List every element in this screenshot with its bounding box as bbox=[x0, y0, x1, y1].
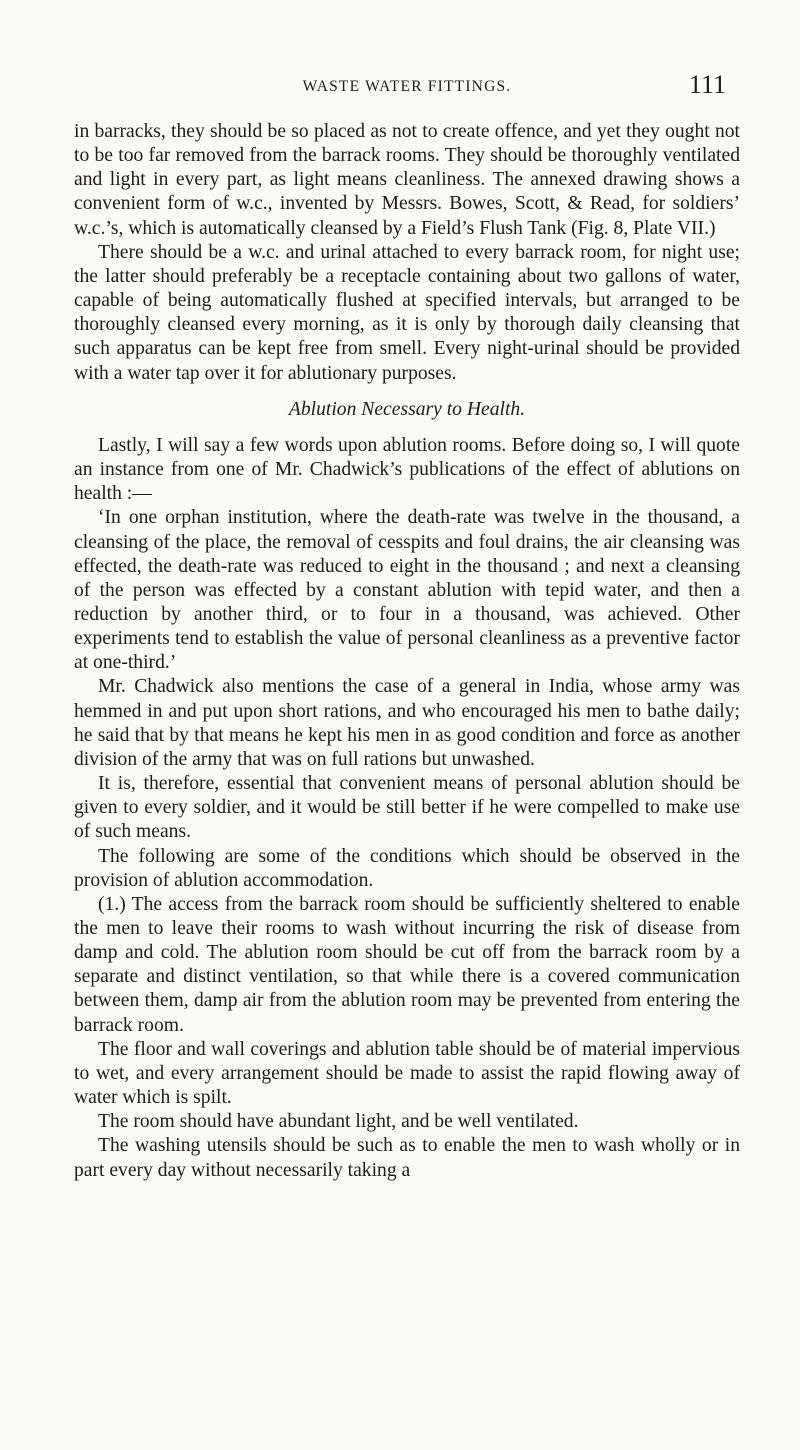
paragraph: (1.) The access from the barrack room should be sufficiently sheltered to enable the men to leave their rooms to wash without incurring the risk of disease from damp and cold. The ablution room should be cut off from the barrack room by a separate and distinct ventilation, so that while there is a covered communication between them, damp air from the ablution room may be prevented from entering the barrack room. bbox=[74, 893, 740, 1036]
paragraph: Mr. Chadwick also mentions the case of a general in India, whose army was hemmed in and put upon short rations, and who encouraged his men to bathe daily; he said that by that means he kept his men in as good condition and force as another division of the army that was on full rations but unwashed. bbox=[74, 676, 740, 770]
running-head: WASTE WATER FITTINGS. bbox=[302, 78, 512, 95]
paragraph: The washing utensils should be such as to enable the men to wash wholly or in part every day without necessarily taking a bbox=[74, 1135, 740, 1181]
paragraph: It is, therefore, essential that convenient means of personal ablution should be given to every soldier, and it would be still better if he were compelled to make use of such means. bbox=[74, 773, 740, 843]
paragraph: Lastly, I will say a few words upon ablution rooms. Before doing so, I will quote an instance from one of Mr. Chadwick’s publications of the effect of ablutions on health :— bbox=[74, 434, 740, 505]
paragraph: There should be a w.c. and urinal attached to every barrack room, for night use; the latter should preferably be a receptacle containing about two gallons of water, capable of being automatically flushed at specified intervals, but arranged to be thoroughly cleansed every morning, as it is only by thorough daily cleansing that such apparatus can be kept free from smell. Every night-urinal should be provided with a water tap over it for ablutionary purposes. bbox=[74, 241, 740, 384]
page-header bbox=[74, 70, 740, 106]
section-heading: Ablution Necessary to Health. bbox=[288, 398, 526, 420]
paragraph: in barracks, they should be so placed as not to create offence, and yet they ought not to be too far removed from the barrack rooms. They should be thoroughly ventilated and light in every part, as light means cleanliness. The annexed drawing shows a convenient form of w.c., invented by Messrs. Bowes, Scott, & Read, for soldiers’ w.c.’s, which is automatically cleansed by a Field’s Flush Tank (Fig. 8, Plate VII.) bbox=[74, 121, 740, 239]
quotation-paragraph: ‘In one orphan institution, where the death-rate was twelve in the thousand, a cleansing of the place, the removal of cesspits and foul drains, the air cleansing was effected, the death-rate was reduced to eight in the thousand ; and next a cleansing of the person was effected by a constant ablution with tepid water, and then a reduction by another third, or to four in a thousand, was achieved. Other experiments tend to establish the value of personal cleanliness as a preventive factor at one-third.’ bbox=[74, 507, 740, 674]
body-text bbox=[74, 120, 740, 1183]
page-number: 111 bbox=[688, 70, 726, 99]
paragraph: The room should have abundant light, and be well ventilated. bbox=[98, 1111, 579, 1133]
paragraph: The floor and wall coverings and ablution table should be of material impervious to wet, and every arrangement should be made to assist the rapid flowing away of water which is spilt. bbox=[74, 1038, 740, 1109]
paragraph: The following are some of the conditions which should be observed in the provision of ablution accommodation. bbox=[74, 845, 740, 891]
